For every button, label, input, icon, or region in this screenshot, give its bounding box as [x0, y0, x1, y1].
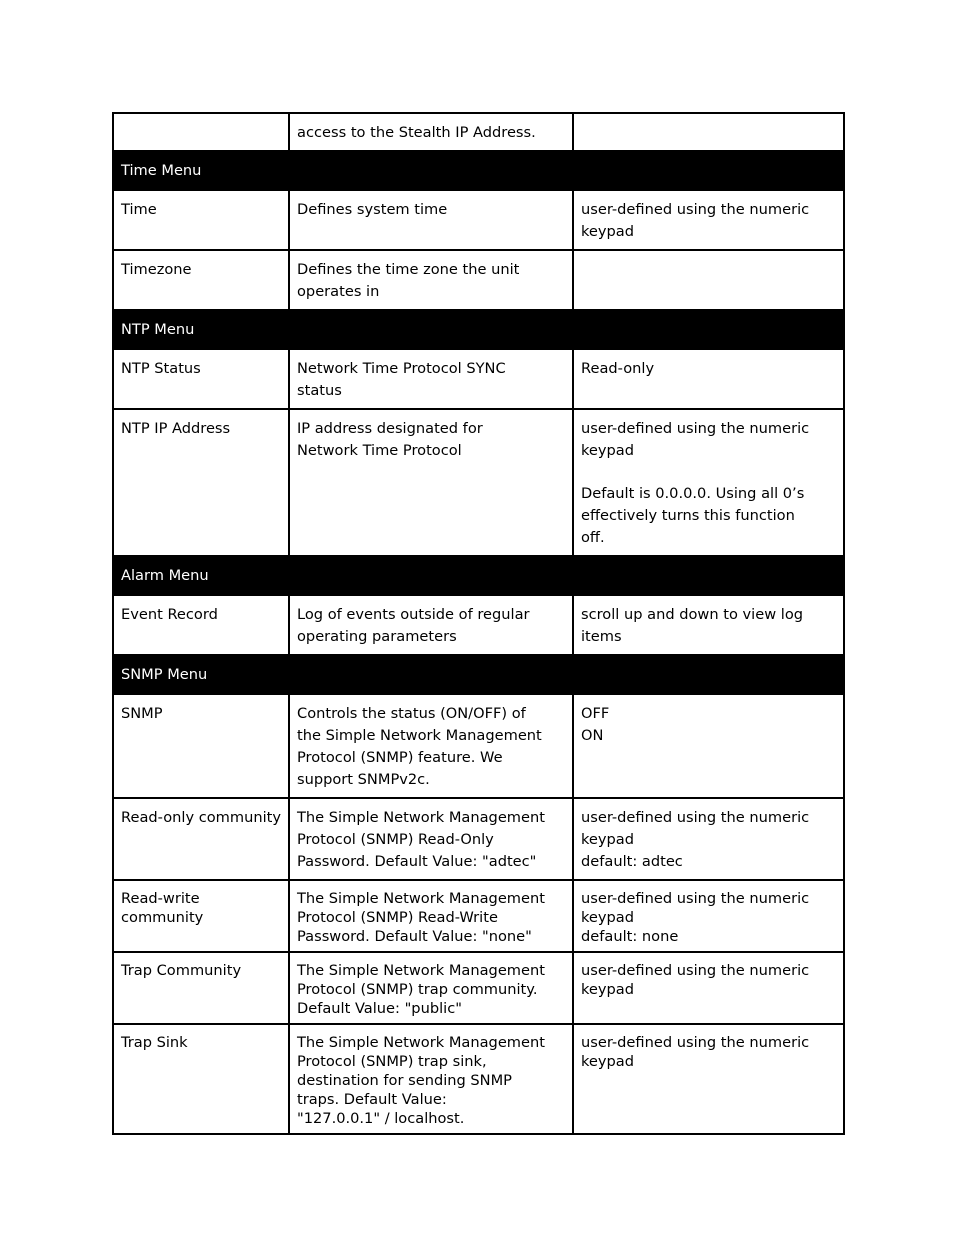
- cell-line: Protocol (SNMP) Read-Only: [297, 831, 494, 848]
- cell-line: keypad: [581, 831, 635, 848]
- cell-line: The Simple Network Management: [297, 1034, 545, 1051]
- cell-line: Defines the time zone the unit: [297, 261, 520, 278]
- table-row: [113, 798, 844, 880]
- description-cell: [289, 952, 573, 1024]
- values-cell: [573, 595, 844, 655]
- cell-line: keypad: [581, 981, 635, 998]
- cell-line: user-defined using the numeric: [581, 420, 810, 437]
- cell-line: The Simple Network Management: [297, 962, 545, 979]
- cell-line: the Simple Network Management: [297, 727, 542, 744]
- cell-line: Protocol (SNMP) feature. We: [297, 749, 503, 766]
- section-title: Time Menu: [113, 151, 844, 190]
- description-cell: [289, 1024, 573, 1134]
- description-cell: [289, 694, 573, 798]
- section-title: Alarm Menu: [113, 556, 844, 595]
- section-header-row: [113, 151, 844, 190]
- table-row: [113, 190, 844, 250]
- setting-name-cell: Event Record: [113, 595, 289, 655]
- cell-line: default: none: [581, 928, 679, 945]
- cell-line: Defines system time: [297, 201, 448, 218]
- values-cell: [573, 190, 844, 250]
- description-cell: [289, 190, 573, 250]
- cell-line: Password. Default Value: "none": [297, 928, 532, 945]
- section-title: SNMP Menu: [113, 655, 844, 694]
- cell-line: Network Time Protocol SYNC: [297, 360, 506, 377]
- setting-name-cell: NTP Status: [113, 349, 289, 409]
- values-cell: [573, 798, 844, 880]
- values-cell: [573, 694, 844, 798]
- cell-line: user-defined using the numeric: [581, 809, 810, 826]
- table-row: [113, 250, 844, 310]
- cell-line: OFF: [581, 705, 610, 722]
- cell-line: keypad: [581, 223, 635, 240]
- values-cell: [573, 113, 844, 151]
- cell-line: "127.0.0.1" / localhost.: [297, 1110, 465, 1127]
- table-row: [113, 409, 844, 556]
- cell-line: keypad: [581, 909, 635, 926]
- menu-reference-table: [112, 112, 845, 1135]
- cell-line: IP address designated for: [297, 420, 483, 437]
- cell-line: destination for sending SNMP: [297, 1072, 512, 1089]
- description-cell: [289, 798, 573, 880]
- cell-line: The Simple Network Management: [297, 809, 545, 826]
- cell-line: user-defined using the numeric: [581, 201, 810, 218]
- cell-line: The Simple Network Management: [297, 890, 545, 907]
- section-title: NTP Menu: [113, 310, 844, 349]
- cell-line: user-defined using the numeric: [581, 1034, 810, 1051]
- cell-line: Default is 0.0.0.0. Using all 0’s: [581, 485, 805, 502]
- description-cell: [289, 409, 573, 556]
- cell-line: status: [297, 382, 342, 399]
- cell-line: access to the Stealth IP Address.: [297, 124, 536, 141]
- cell-line: keypad: [581, 442, 635, 459]
- description-cell: [289, 113, 573, 151]
- table-body: [113, 113, 844, 1134]
- values-cell: [573, 880, 844, 952]
- cell-line: Protocol (SNMP) Read-Write: [297, 909, 498, 926]
- setting-name-cell: Time: [113, 190, 289, 250]
- cell-line: Controls the status (ON/OFF) of: [297, 705, 526, 722]
- cell-line: Read-only: [581, 360, 655, 377]
- values-cell: [573, 1024, 844, 1134]
- cell-line: effectively turns this function: [581, 507, 795, 524]
- table-row: [113, 113, 844, 151]
- table-row: [113, 595, 844, 655]
- section-header-row: [113, 556, 844, 595]
- cell-line: items: [581, 628, 622, 645]
- cell-line: Protocol (SNMP) trap community.: [297, 981, 538, 998]
- table-row: [113, 349, 844, 409]
- setting-name-cell: Read-write community: [113, 880, 289, 952]
- values-cell: [573, 952, 844, 1024]
- cell-line: Protocol (SNMP) trap sink,: [297, 1053, 487, 1070]
- section-header-row: [113, 655, 844, 694]
- cell-line: Default Value: "public": [297, 1000, 462, 1017]
- values-cell: [573, 349, 844, 409]
- setting-name-cell: Trap Community: [113, 952, 289, 1024]
- setting-name-cell: Timezone: [113, 250, 289, 310]
- description-cell: [289, 349, 573, 409]
- description-cell: [289, 250, 573, 310]
- cell-line: ON: [581, 727, 604, 744]
- table-row: [113, 1024, 844, 1134]
- section-header-row: [113, 310, 844, 349]
- cell-line: traps. Default Value:: [297, 1091, 447, 1108]
- table-row: [113, 880, 844, 952]
- cell-line: operates in: [297, 283, 380, 300]
- setting-name-cell: Trap Sink: [113, 1024, 289, 1134]
- cell-line: default: adtec: [581, 853, 683, 870]
- cell-line: user-defined using the numeric: [581, 890, 810, 907]
- description-cell: [289, 595, 573, 655]
- setting-name-cell: SNMP: [113, 694, 289, 798]
- table-row: [113, 694, 844, 798]
- setting-name-cell: [113, 113, 289, 151]
- cell-line: Password. Default Value: "adtec": [297, 853, 537, 870]
- table-row: [113, 952, 844, 1024]
- cell-line: user-defined using the numeric: [581, 962, 810, 979]
- values-cell: [573, 250, 844, 310]
- description-cell: [289, 880, 573, 952]
- line-gap: [581, 462, 837, 483]
- cell-line: keypad: [581, 1053, 635, 1070]
- cell-line: operating parameters: [297, 628, 457, 645]
- cell-line: Network Time Protocol: [297, 442, 462, 459]
- values-cell: [573, 409, 844, 556]
- setting-name-cell: Read-only community: [113, 798, 289, 880]
- cell-line: off.: [581, 529, 605, 546]
- setting-name-cell: NTP IP Address: [113, 409, 289, 556]
- cell-line: scroll up and down to view log: [581, 606, 804, 623]
- cell-line: Log of events outside of regular: [297, 606, 530, 623]
- cell-line: support SNMPv2c.: [297, 771, 430, 788]
